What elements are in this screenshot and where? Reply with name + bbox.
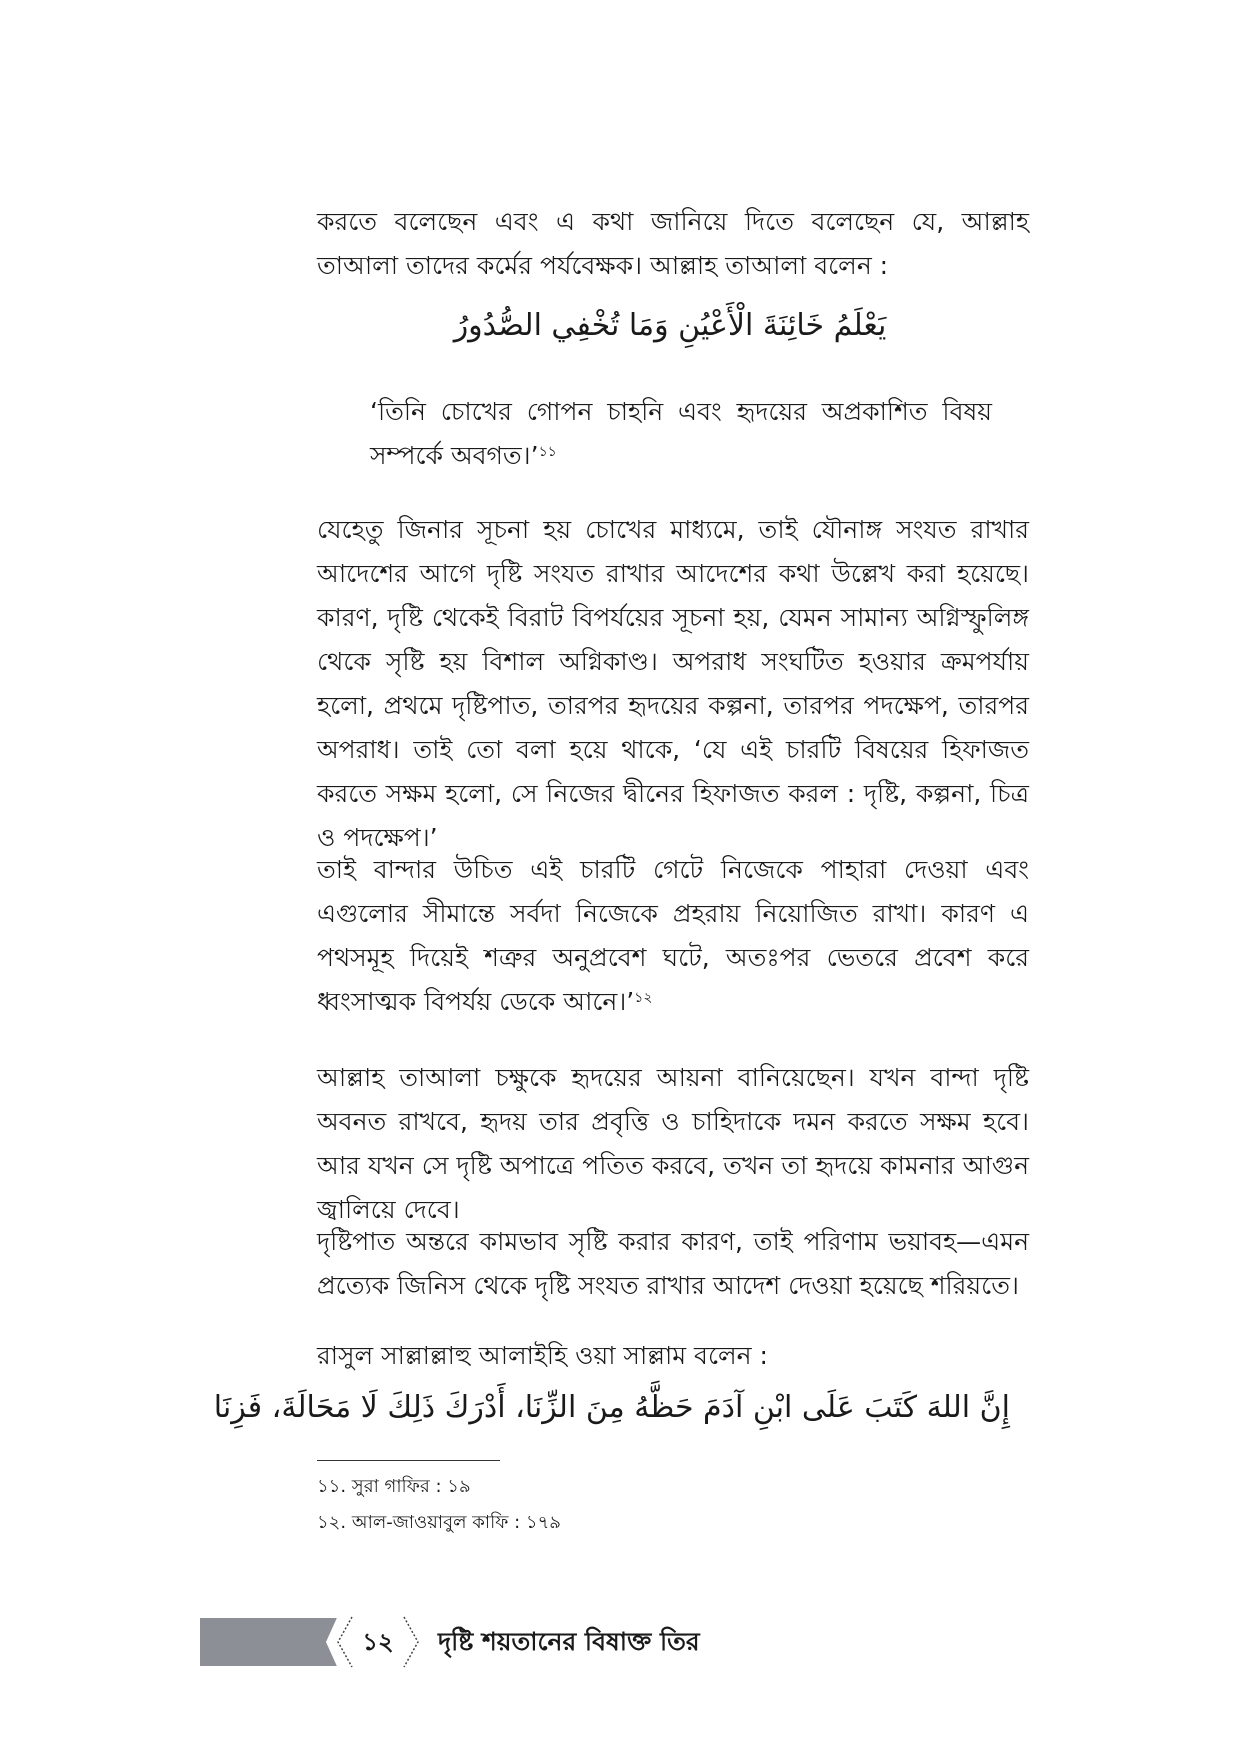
verse-translation-text: ‘তিনি চোখের গোপন চাহনি এবং হৃদয়ের অপ্রকাশিত বিষয় সম্পর্কে অবগত।’	[370, 397, 992, 470]
arabic-verse: يَعْلَمُ خَائِنَةَ الْأَعْيُنِ وَمَا تُخْفِي الصُّدُورُ	[453, 308, 887, 343]
footnote-11: ১১. সুরা গাফির : ১৯	[317, 1476, 471, 1497]
paragraph-mirror: আল্লাহ তাআলা চক্ষুকে হৃদয়ের আয়না বানিয়েছেন। যখন বান্দা দৃষ্টি অবনত রাখবে, হৃদয় তার প্রবৃত্তি ও চাহিদাকে দমন করতে সক্ষম হবে। আর যখন সে দৃষ্টি অপাত্রে পতিত করবে, তখন তা হৃদয়ে কামনার আগুন জ্বালিয়ে দেবে।	[317, 1063, 1029, 1224]
running-title: দৃষ্টি শয়তানের বিষাক্ত তির	[438, 1627, 700, 1656]
paragraph-explanation: যেহেতু জিনার সূচনা হয় চোখের মাধ্যমে, তাই যৌনাঙ্গ সংযত রাখার আদেশের আগে দৃষ্টি সংযত রাখার আদেশের কথা উল্লেখ করা হয়েছে। কারণ, দৃষ্টি থেকেই বিরাট বিপর্যয়ের সূচনা হয়, যেমন সামান্য অগ্নিস্ফুলিঙ্গ থেকে সৃষ্টি হয় বিশাল অগ্নিকাণ্ড। অপরাধ সংঘটিত হওয়ার ক্রমপর্যায় হলো, প্রথমে দৃষ্টিপাত, তারপর হৃদয়ের কল্পনা, তারপর পদক্ষেপ, তারপর অপরাধ। তাই তো বলা হয়ে থাকে, ‘যে এই চারটি বিষয়ের হিফাজত করতে সক্ষম হলো, সে নিজের দ্বীনের হিফাজত করল : দৃষ্টি, কল্পনা, চিত্র ও পদক্ষেপ।’	[317, 515, 1029, 852]
verse-translation	[370, 390, 992, 478]
footnote-divider	[317, 1460, 500, 1461]
paragraph-hadith-intro: রাসুল সাল্লাল্লাহু আলাইহি ওয়া সাল্লাম বলেন :	[317, 1341, 768, 1370]
footnote-ref-11: ১১	[538, 444, 557, 460]
footnote-12: ১২. আল-জাওয়াবুল কাফি : ১৭৯	[317, 1512, 561, 1533]
paragraph-guarding	[317, 848, 1029, 1024]
arabic-hadith: إِنَّ اللهَ كَتَبَ عَلَى ابْنِ آدَمَ حَظَّهُ مِنَ الزِّنَا، أَدْرَكَ ذَلِكَ لَا مَحَالَةَ، فَزِنَا	[213, 1390, 1010, 1425]
paragraph-guarding-text: তাই বান্দার উচিত এই চারটি গেটে নিজেকে পাহারা দেওয়া এবং এগুলোর সীমান্তে সর্বদা নিজেকে প্রহরায় নিয়োজিত রাখা। কারণ এ পথসমূহ দিয়েই শত্রুর অনুপ্রবেশ ঘটে, অতঃপর ভেতরে প্রবেশ করে ধ্বংসাত্মক বিপর্যয় ডেকে আনে।’	[317, 855, 1029, 1016]
paragraph-consequence: দৃষ্টিপাত অন্তরে কামভাব সৃষ্টি করার কারণ, তাই পরিণাম ভয়াবহ—এমন প্রত্যেক জিনিস থেকে দৃষ্টি সংযত রাখার আদেশ দেওয়া হয়েছে শরিয়তে।	[317, 1227, 1029, 1300]
page-number: ১২	[362, 1628, 394, 1656]
footnote-ref-12: ১২	[634, 990, 653, 1006]
paragraph-intro: করতে বলেছেন এবং এ কথা জানিয়ে দিতে বলেছেন যে, আল্লাহ তাআলা তাদের কর্মের পর্যবেক্ষক। আল্লাহ তাআলা বলেন :	[317, 207, 1029, 280]
